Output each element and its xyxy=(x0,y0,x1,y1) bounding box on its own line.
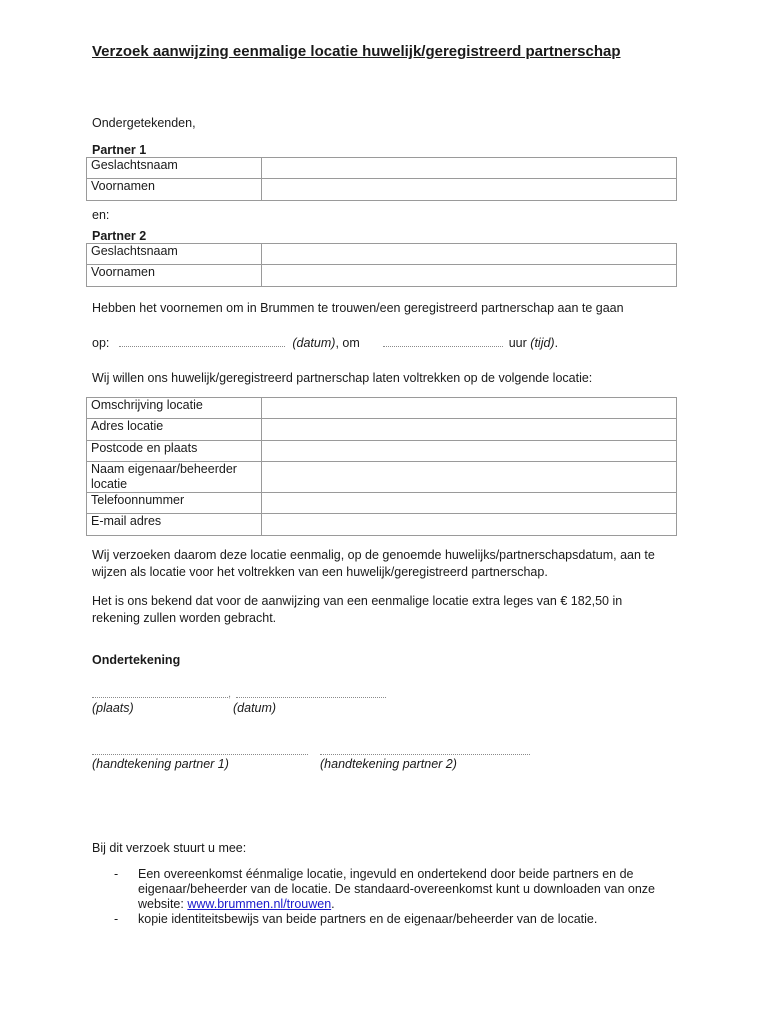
partner1-table xyxy=(86,157,677,201)
bullet: - xyxy=(114,867,119,881)
table-row xyxy=(87,514,677,536)
signature1-line[interactable] xyxy=(92,753,308,755)
date-line xyxy=(92,335,558,351)
partner2-firstnames-field[interactable] xyxy=(262,265,677,287)
om-label: , om xyxy=(335,336,360,350)
location-email-field[interactable] xyxy=(262,514,677,536)
location-phone-field[interactable] xyxy=(262,493,677,514)
plaats-line[interactable] xyxy=(92,696,228,698)
attachments-intro: Bij dit verzoek stuurt u mee: xyxy=(92,841,247,855)
plaats-label: (plaats) xyxy=(92,701,134,715)
partner2-heading: Partner 2 xyxy=(92,229,147,243)
table-row xyxy=(87,441,677,462)
table-row xyxy=(87,419,677,441)
location-owner-label: Naam eigenaar/beheerder locatie xyxy=(87,462,262,493)
brummen-link[interactable]: www.brummen.nl/trouwen xyxy=(187,897,332,911)
date-blank[interactable] xyxy=(119,335,285,347)
table-row xyxy=(87,158,677,179)
partner1-heading: Partner 1 xyxy=(92,143,147,157)
location-postcode-label: Postcode en plaats xyxy=(87,441,262,462)
request-line-2: wijzen als locatie voor het voltrekken van een huwelijk/geregistreerd partnerschap. xyxy=(92,565,548,579)
location-phone-label: Telefoonnummer xyxy=(87,493,262,514)
partner2-table xyxy=(86,243,677,287)
website-label: website: xyxy=(138,897,188,911)
table-row xyxy=(87,398,677,419)
partner2-firstnames-label: Voornamen xyxy=(87,265,262,287)
attachment-1-line-1: Een overeenkomst éénmalige locatie, ingevuld en ondertekend door beide partners en de xyxy=(138,867,634,881)
location-address-field[interactable] xyxy=(262,419,677,441)
partner1-lastname-label: Geslachtsnaam xyxy=(87,158,262,179)
location-address-label: Adres locatie xyxy=(87,419,262,441)
intro-text: Ondergetekenden, xyxy=(92,116,196,130)
partner2-lastname-label: Geslachtsnaam xyxy=(87,244,262,265)
partner1-lastname-field[interactable] xyxy=(262,158,677,179)
list-item xyxy=(92,867,712,912)
signature2-line[interactable] xyxy=(320,753,530,755)
location-email-label: E-mail adres xyxy=(87,514,262,536)
period: . xyxy=(554,336,559,350)
signature2-label: (handtekening partner 2) xyxy=(320,757,457,771)
datum-label-sign: (datum) xyxy=(233,701,277,715)
request-paragraph xyxy=(92,547,655,581)
tijd-label: (tijd) xyxy=(530,336,555,350)
comma-sep: , xyxy=(228,688,232,700)
signature1-label: (handtekening partner 1) xyxy=(92,757,229,771)
period: . xyxy=(331,897,335,911)
location-description-label: Omschrijving locatie xyxy=(87,398,262,419)
attachment-2-text: kopie identiteitsbewijs van beide partners en de eigenaar/beheerder van de locatie. xyxy=(138,912,598,926)
table-row xyxy=(87,493,677,514)
partner1-firstnames-field[interactable] xyxy=(262,179,677,201)
intent-text: Hebben het voornemen om in Brummen te trouwen/een geregistreerd partnerschap aan te gaan xyxy=(92,301,624,315)
time-blank[interactable] xyxy=(383,335,503,347)
table-row xyxy=(87,462,677,493)
document-title: Verzoek aanwijzing eenmalige locatie huwelijk/geregistreerd partnerschap xyxy=(92,43,621,60)
location-postcode-field[interactable] xyxy=(262,441,677,462)
fee-line-2: rekening zullen worden gebracht. xyxy=(92,611,277,625)
fee-paragraph xyxy=(92,593,622,627)
list-item xyxy=(92,912,712,927)
attachment-1-line-2: eigenaar/beheerder van de locatie. De standaard-overeenkomst kunt u downloaden van onze xyxy=(138,882,656,896)
uur-label: uur xyxy=(508,336,527,350)
fee-line-1: Het is ons bekend dat voor de aanwijzing van een eenmalige locatie extra leges van € 182,50 in xyxy=(92,594,623,608)
request-line-1: Wij verzoeken daarom deze locatie eenmalig, op de genoemde huwelijks/partnerschapsdatum, aan te xyxy=(92,548,655,562)
partner1-firstnames-label: Voornamen xyxy=(87,179,262,201)
location-description-field[interactable] xyxy=(262,398,677,419)
signing-heading: Ondertekening xyxy=(92,653,181,667)
en-label: en: xyxy=(92,208,110,222)
location-intro: Wij willen ons huwelijk/geregistreerd partnerschap laten voltrekken op de volgende locatie: xyxy=(92,371,593,385)
partner2-lastname-field[interactable] xyxy=(262,244,677,265)
location-owner-field[interactable] xyxy=(262,462,677,493)
bullet: - xyxy=(114,912,119,926)
table-row xyxy=(87,244,677,265)
datum-line[interactable] xyxy=(236,696,386,698)
location-table xyxy=(86,397,677,536)
attachments-list xyxy=(92,867,712,927)
datum-label: (datum) xyxy=(292,336,336,350)
table-row xyxy=(87,179,677,201)
attachment-1-line-3 xyxy=(138,897,712,912)
table-row xyxy=(87,265,677,287)
op-label: op: xyxy=(92,336,110,350)
